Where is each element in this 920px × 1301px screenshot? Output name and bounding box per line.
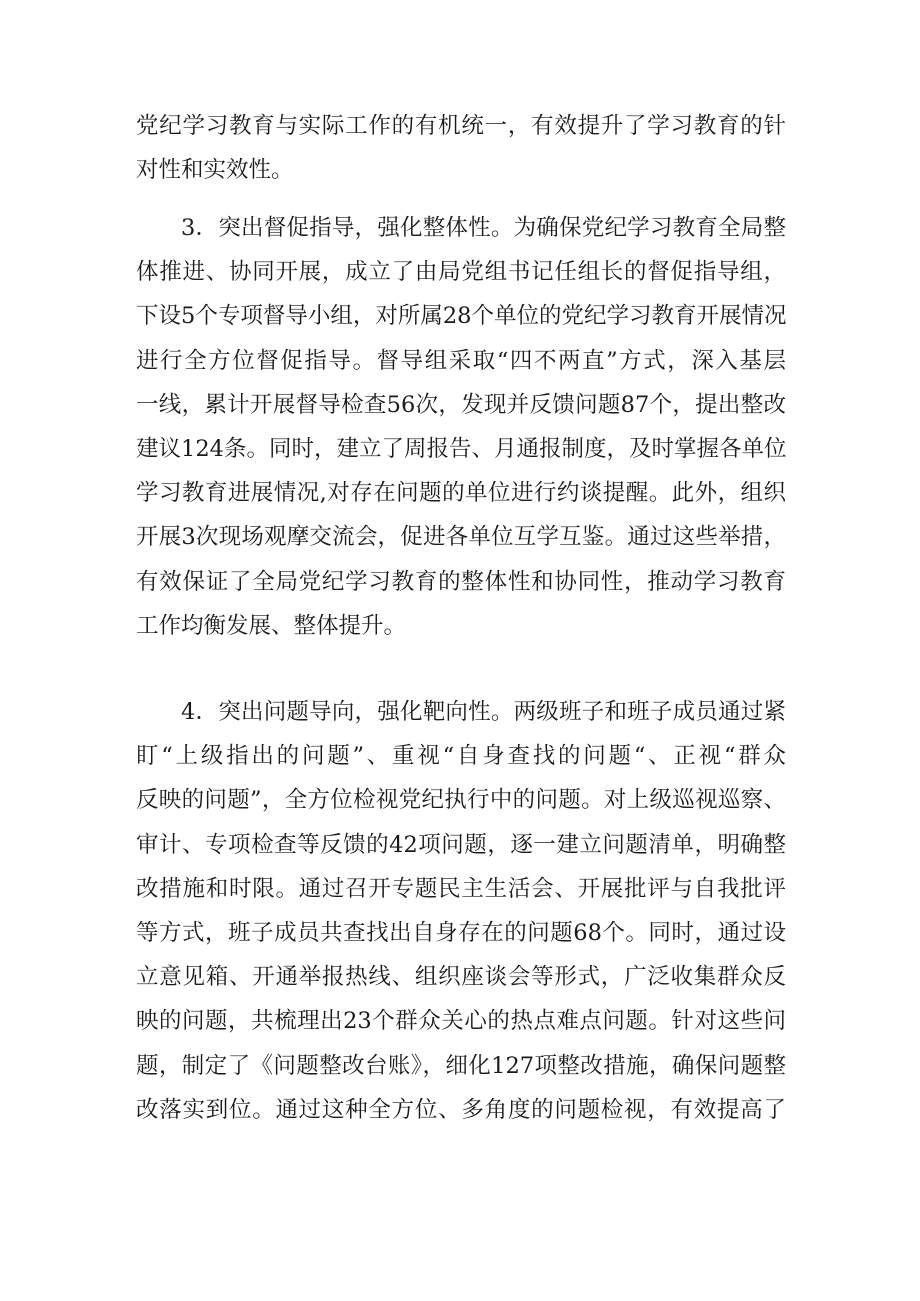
text-line: 下设5个专项督导小组，对所属28个单位的党纪学习教育开展情况 [136, 303, 786, 330]
text-line: 等方式，班子成员共查找出自身存在的问题68个。同时，通过设 [136, 919, 786, 946]
text-line: 党纪学习教育与实际工作的有机统一，有效提升了学习教育的针 [136, 113, 786, 139]
text-line: 盯“上级指出的问题”、重视“自身查找的问题“、正视“群众 [136, 743, 786, 770]
text-line: 工作均衡发展、整体提升。 [136, 612, 407, 639]
text-line: 一线，累计开展督导检查56次，发现并反馈问题87个，提出整改 [136, 391, 786, 418]
text-line: 开展3次现场观摩交流会，促进各单位互学互鉴。通过这些举措， [136, 524, 786, 551]
text-line: 立意见箱、开通举报热线、组织座谈会等形式，广泛收集群众反 [136, 964, 786, 991]
text-line: 体推进、协同开展，成立了由局党组书记任组长的督促指导组， [136, 259, 786, 286]
text-line: 对性和实效性。 [136, 157, 294, 184]
paragraph-4 [136, 690, 786, 1132]
text-line: 学习教育进展情况,对存在问题的单位进行约谈提醒。此外，组织 [136, 480, 786, 507]
text-line: 有效保证了全局党纪学习教育的整体性和协同性，推动学习教育 [136, 568, 786, 595]
paragraph-continued [136, 104, 786, 192]
text-line: 改落实到位。通过这种全方位、多角度的问题检视，有效提高了 [136, 1096, 786, 1123]
text-line: 改措施和时限。通过召开专题民主生活会、开展批评与自我批评 [136, 875, 786, 902]
text-line: 审计、专项检查等反馈的42项问题，逐一建立问题清单，明确整 [136, 831, 786, 858]
text-line: 映的问题，共梳理出23个群众关心的热点难点问题。针对这些问 [136, 1008, 786, 1035]
text-line: 进行全方位督促指导。督导组采取“四不两直”方式，深入基层 [136, 347, 786, 374]
paragraph-3 [136, 206, 786, 648]
text-line: 4．突出问题导向，强化靶向性。两级班子和班子成员通过紧 [181, 699, 786, 725]
text-line: 建议124条。同时，建立了周报告、月通报制度，及时掌握各单位 [136, 435, 786, 462]
text-line: 反映的问题”，全方位检视党纪执行中的问题。对上级巡视巡察、 [136, 787, 786, 814]
text-line: 3．突出督促指导，强化整体性。为确保党纪学习教育全局整 [181, 215, 786, 241]
text-line: 题，制定了《问题整改台账》，细化127项整改措施，确保问题整 [136, 1052, 786, 1079]
